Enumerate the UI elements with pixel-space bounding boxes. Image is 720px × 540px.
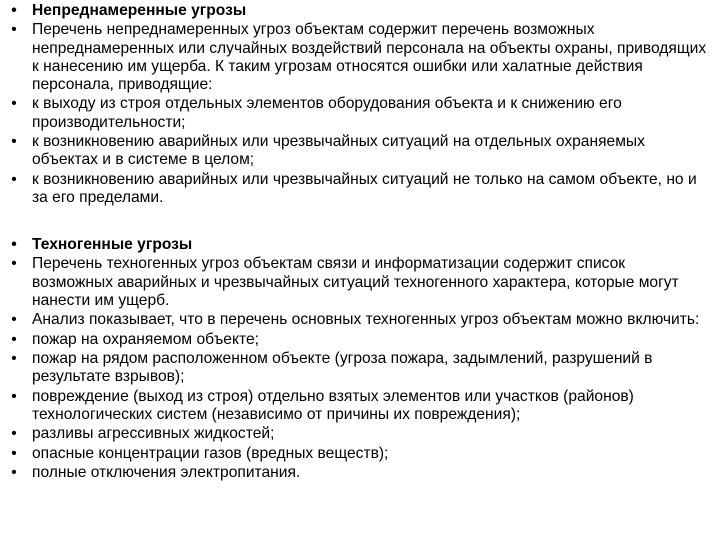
bullet-icon: • (11, 311, 17, 329)
list-item-text: полные отключения электропитания. (32, 463, 301, 481)
bullet-icon: • (11, 255, 17, 273)
list-item (0, 95, 720, 131)
list-item (0, 464, 720, 482)
technogenic-threats-list (0, 236, 720, 483)
list-item-text: опасные концентрации газов (вредных веществ); (32, 444, 389, 462)
list-item-text: повреждение (выход из строя) отдельно взятых элементов или участков (районов) технологических систем (независимо от причины их повреждения); (32, 387, 634, 423)
list-item (0, 171, 720, 207)
bullet-icon: • (11, 444, 17, 462)
bullet-icon: • (11, 236, 17, 253)
list-item-text: Перечень техногенных угроз объектам связи и информатизации содержит список возможных аварийных и чрезвычайных ситуаций техногенного характера, которые могут нанести им ущерб. (32, 255, 679, 309)
list-item-text: пожар на рядом расположенном объекте (угроза пожара, задымлений, разрушений в результате взрывов); (32, 349, 653, 386)
list-item (0, 425, 720, 443)
bullet-icon: • (11, 349, 17, 367)
bullet-icon: • (11, 463, 17, 481)
list-item-text: к возникновению аварийных или чрезвычайных ситуаций не только на самом объекте, но и за его пределами. (32, 170, 697, 206)
bullet-icon: • (11, 2, 17, 19)
list-item (0, 311, 720, 329)
bullet-icon: • (11, 132, 17, 150)
list-item-text: Перечень непреднамеренных угроз объектам содержит перечень возможных непреднамеренных или случайных воздействий персонала на объекты охраны, приводящих к нанесению им ущерба. К таким угрозам относятся ошибки или халатные действия персонала, приводящие: (32, 21, 707, 93)
list-item (0, 21, 720, 94)
section-heading: Техногенные угрозы (32, 236, 193, 253)
list-item (0, 445, 720, 463)
list-item-text: пожар на охраняемом объекте; (32, 330, 259, 348)
bullet-icon: • (11, 21, 17, 39)
bullet-icon: • (11, 425, 17, 443)
list-item (0, 388, 720, 424)
list-item-text: разливы агрессивных жидкостей; (32, 425, 275, 443)
list-item (0, 350, 720, 386)
list-item-text: Анализ показывает, что в перечень основных техногенных угроз объектам можно включить: (32, 311, 700, 329)
bullet-icon: • (11, 95, 17, 113)
list-item (0, 133, 720, 169)
list-item-heading (0, 2, 720, 20)
list-item-text: к выходу из строя отдельных элементов оборудования объекта и к снижению его производительности; (32, 95, 622, 131)
list-item (0, 255, 720, 310)
bullet-icon: • (11, 330, 17, 348)
bullet-icon: • (11, 170, 17, 188)
section-heading: Непреднамеренные угрозы (32, 2, 247, 19)
list-item (0, 331, 720, 349)
list-item-heading (0, 236, 720, 254)
bullet-icon: • (11, 387, 17, 405)
list-item-text: к возникновению аварийных или чрезвычайных ситуаций на отдельных охраняемых объектах и в системе в целом; (32, 132, 645, 169)
unintentional-threats-list (0, 2, 720, 208)
